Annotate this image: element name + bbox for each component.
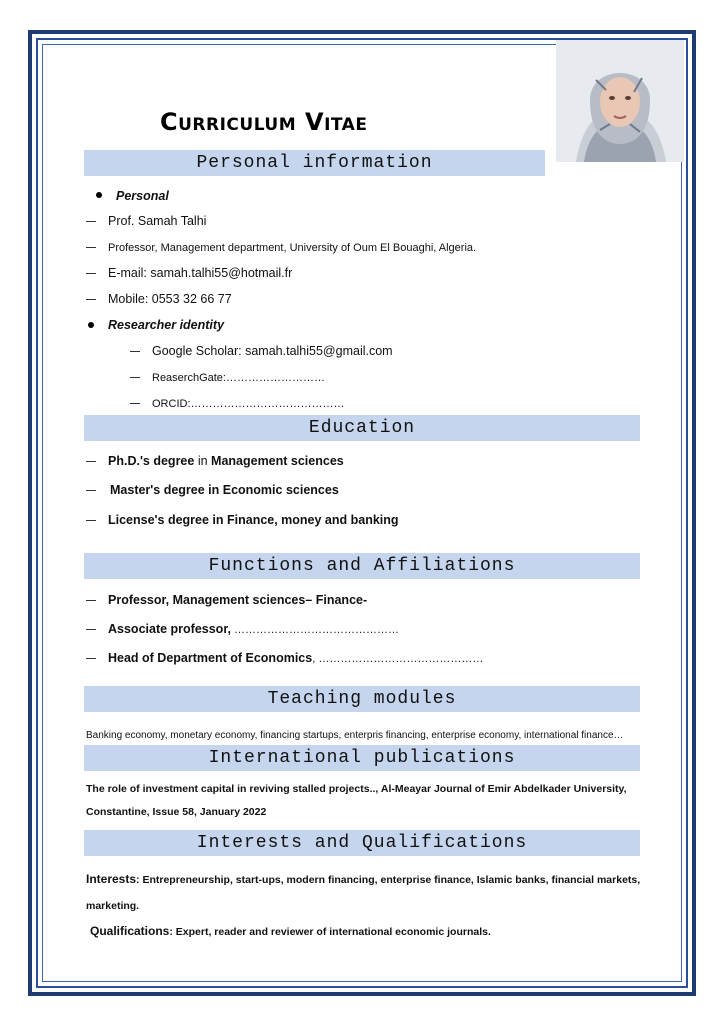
- dash-icon: [130, 377, 140, 378]
- education-master: Master's degree in Economic sciences: [110, 483, 339, 497]
- personal-heading: Personal: [116, 189, 169, 203]
- education-phd-in: in: [194, 454, 212, 468]
- publication-line-2: Constantine, Issue 58, January 2022: [86, 806, 267, 818]
- function-head: [108, 650, 483, 667]
- portrait-icon: [556, 40, 684, 162]
- interests-label: Interests: [86, 872, 137, 886]
- interests-line-1: [86, 871, 640, 888]
- researcher-scholar: Google Scholar: samah.talhi55@gmail.com: [152, 344, 393, 358]
- function-head-dots: , ………………………………………: [312, 653, 484, 665]
- profile-photo: [556, 40, 684, 162]
- section-teaching: Teaching modules: [84, 686, 640, 712]
- dash-icon: [86, 658, 96, 659]
- bullet-icon: [96, 192, 102, 198]
- dash-icon: [86, 629, 96, 630]
- researcher-heading: Researcher identity: [108, 318, 225, 332]
- publication-line-1: The role of investment capital in reviving stalled projects.., Al-Meayar Journal of Emir Abdelkader University,: [86, 783, 627, 795]
- function-associate-dots: ………………………………………: [230, 624, 400, 636]
- researcher-researchgate: ReaserchGate:………………………: [152, 372, 325, 384]
- researcher-orcid: ORCID:……………………………………: [152, 398, 345, 410]
- education-phd-field: Management sciences: [211, 454, 344, 468]
- dash-icon: [86, 221, 96, 222]
- dash-icon: [86, 461, 96, 462]
- personal-position: Professor, Management department, University of Oum El Bouaghi, Algeria.: [108, 242, 477, 254]
- personal-name: Prof. Samah Talhi: [108, 214, 207, 228]
- function-professor: Professor, Management sciences– Finance-: [108, 593, 368, 607]
- teaching-text: Banking economy, monetary economy, financing startups, enterpris financing, enterprise economy, international finance…: [86, 730, 624, 741]
- section-personal-information: Personal information: [84, 150, 545, 176]
- personal-email: E-mail: samah.talhi55@hotmail.fr: [108, 266, 293, 280]
- dash-icon: [130, 351, 140, 352]
- interests-text: : Entrepreneurship, start-ups, modern financing, enterprise finance, Islamic banks, financial markets,: [136, 874, 641, 886]
- qualifications-line: [90, 923, 491, 940]
- qualifications-text: : Expert, reader and reviewer of international economic journals.: [169, 926, 491, 938]
- section-functions: Functions and Affiliations: [84, 553, 640, 579]
- section-publications: International publications: [84, 745, 640, 771]
- dash-icon: [86, 273, 96, 274]
- education-phd-degree: Ph.D.'s degree: [108, 454, 195, 468]
- bullet-icon: [88, 322, 94, 328]
- interests-line-2: marketing.: [86, 900, 140, 912]
- education-license: License's degree in Finance, money and banking: [108, 513, 399, 527]
- dash-icon: [86, 299, 96, 300]
- section-interests: Interests and Qualifications: [84, 830, 640, 856]
- personal-mobile: Mobile: 0553 32 66 77: [108, 292, 232, 306]
- dash-icon: [86, 600, 96, 601]
- dash-icon: [86, 490, 96, 491]
- qualifications-label: Qualifications: [90, 924, 170, 938]
- function-head-title: Head of Department of Economics: [108, 651, 313, 665]
- dash-icon: [130, 403, 140, 404]
- section-education: Education: [84, 415, 640, 441]
- function-associate: [108, 621, 399, 638]
- dash-icon: [86, 247, 96, 248]
- education-phd: [108, 453, 344, 469]
- dash-icon: [86, 520, 96, 521]
- function-associate-title: Associate professor,: [108, 622, 231, 636]
- page-title: Curriculum Vitae: [160, 108, 368, 136]
